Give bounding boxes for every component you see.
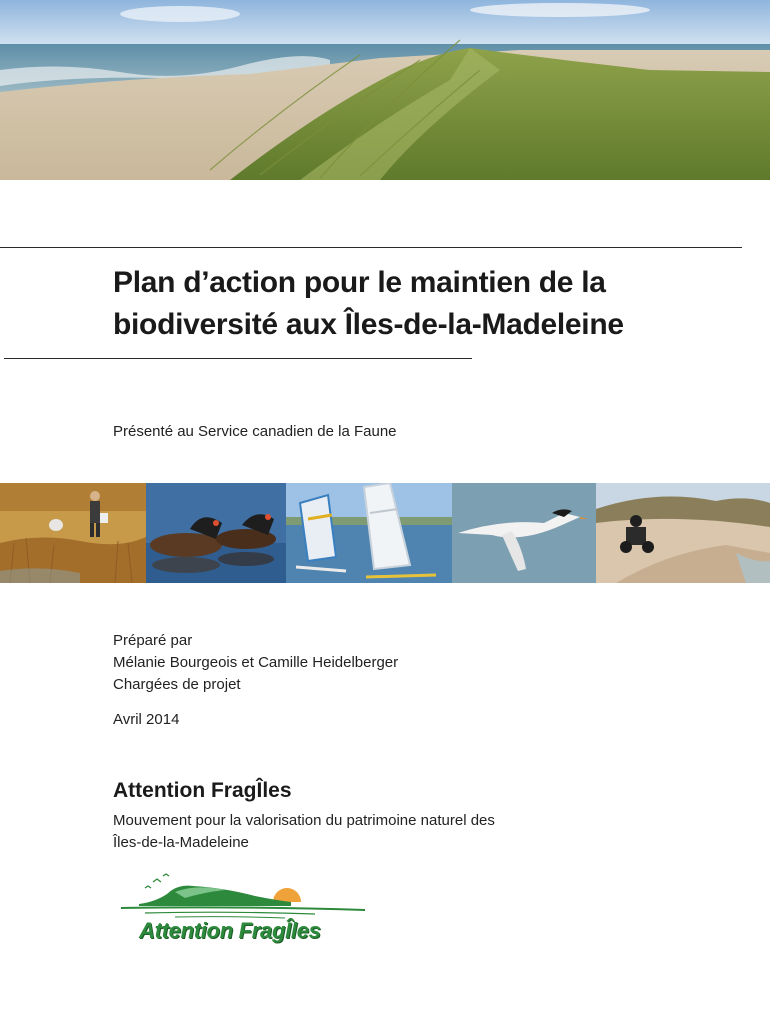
organization-description-line-2: Îles-de-la-Madeleine: [113, 834, 249, 851]
title-rule-bottom: [4, 358, 472, 359]
title-rule-top: [0, 247, 742, 248]
organization-logo: [115, 872, 367, 952]
title-line-1: Plan d’action pour le maintien de la: [113, 266, 606, 299]
atv-dune-photo: [596, 483, 770, 583]
prepared-by-label: Préparé par: [113, 632, 193, 649]
publication-date: Avril 2014: [113, 711, 180, 728]
logo-wordmark: Attention FragÎles: [139, 918, 321, 943]
organization-description-line-1: Mouvement pour la valorisation du patrimoine naturel des: [113, 812, 495, 829]
photo-strip: [0, 483, 770, 583]
grebe-ducks-photo: [146, 483, 286, 583]
beach-dune-image: [0, 0, 770, 180]
presented-to: Présenté au Service canadien de la Faune: [113, 423, 397, 440]
banner-photo: [0, 0, 770, 180]
organization-name: Attention FragÎles: [113, 779, 292, 802]
title-line-2: biodiversité aux Îles-de-la-Madeleine: [113, 308, 624, 341]
tern-photo: [452, 483, 596, 583]
document-title: [113, 262, 733, 346]
logo-landscape-icon: [115, 872, 367, 922]
marsh-walker-photo: [0, 483, 146, 583]
windsurfers-photo: [286, 483, 452, 583]
authors-role: Chargées de projet: [113, 676, 241, 693]
organization-description: [113, 810, 573, 854]
authors: Mélanie Bourgeois et Camille Heidelberger: [113, 654, 399, 671]
